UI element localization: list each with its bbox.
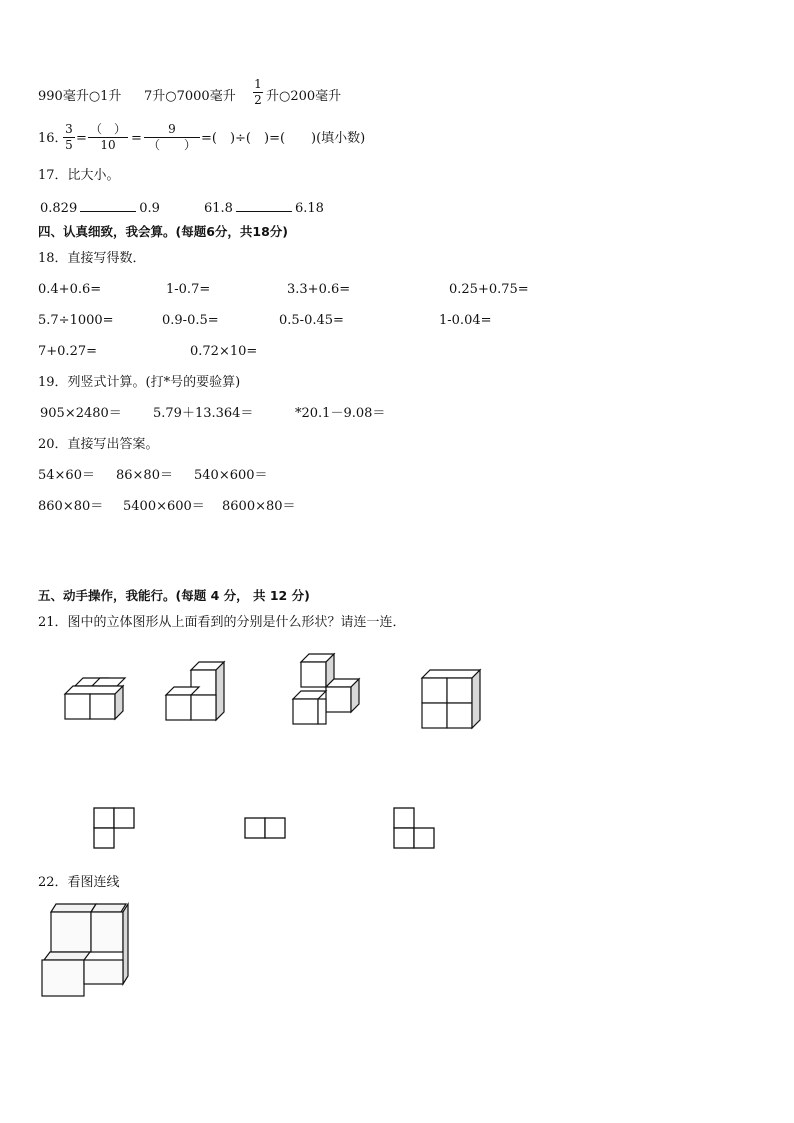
q21-option-3[interactable] — [394, 808, 434, 848]
q22-title: 22．看图连线 — [38, 875, 120, 890]
q17-title: 17．比大小。 — [38, 168, 120, 183]
q21-title: 21．图中的立体图形从上面看到的分别是什么形状？请连一连． — [38, 615, 406, 630]
q21-option-2[interactable] — [245, 818, 285, 838]
q15-item-3: 升○200毫升 — [266, 89, 342, 104]
q18-r1-c2: 1-0.7= — [166, 282, 211, 297]
q17-b-right: 6.18 — [294, 201, 324, 216]
q16-tail: =( )÷( )=( )(填小数) — [201, 131, 366, 146]
q22-figure — [36, 898, 156, 1003]
q17-a-blank[interactable] — [80, 199, 136, 212]
q15-fraction — [253, 78, 263, 107]
q18-r2-c4: 1-0.04= — [439, 313, 492, 328]
q18-r2-c2: 0.9-0.5= — [162, 313, 219, 328]
q19-item-2: 5.79＋13.364＝ — [153, 406, 254, 421]
q21-figures — [0, 640, 794, 900]
q16-fraction-2: （ ） 10 — [89, 122, 126, 152]
q16-equals-1: = — [76, 131, 87, 146]
q18-r3-c2: 0.72×10= — [190, 344, 258, 359]
q21-solid-4 — [422, 670, 480, 728]
q20-r2-c1: 860×80＝ — [38, 499, 104, 514]
q18-r3-c1: 7+0.27= — [38, 344, 98, 359]
q15-frac-num: 1 — [254, 77, 262, 91]
q17-b-blank[interactable] — [236, 199, 292, 212]
q20-r1-c2: 86×80＝ — [116, 468, 173, 483]
q18-title: 18．直接写得数． — [38, 251, 146, 266]
q16-number: 16． — [38, 131, 68, 146]
q19-item-1: 905×2480＝ — [40, 406, 122, 421]
q21-option-1[interactable] — [94, 808, 134, 848]
q17-b-left: 61.8 — [204, 201, 233, 216]
section-4-heading: 四、认真细致，我会算。(每题6分，共18分) — [38, 224, 289, 239]
q15-frac-den: 2 — [254, 93, 262, 107]
q17-compare-b — [204, 199, 324, 217]
q20-r2-c3: 8600×80＝ — [222, 499, 296, 514]
q18-r1-c3: 3.3+0.6= — [287, 282, 351, 297]
q16-fraction-3: 9 （ ） — [144, 123, 200, 152]
q16-fraction-1: 3 5 — [63, 123, 75, 152]
q20-r1-c1: 54×60＝ — [38, 468, 95, 483]
q22-solid — [42, 904, 128, 996]
q17-a-left: 0.829 — [40, 201, 78, 216]
q15-item-1: 990毫升○1升 — [38, 89, 122, 104]
q20-r2-c2: 5400×600＝ — [123, 499, 205, 514]
section-5-heading: 五、动手操作，我能行。(每题 4 分， 共 12 分) — [38, 588, 310, 603]
q18-r1-c4: 0.25+0.75= — [449, 282, 529, 297]
q21-solid-1 — [65, 678, 125, 719]
q17-compare-a — [40, 199, 160, 217]
q21-solid-3 — [293, 654, 359, 724]
q17-a-right: 0.9 — [139, 201, 160, 216]
q19-title: 19．列竖式计算。(打*号的要验算) — [38, 375, 241, 390]
q18-r2-c3: 0.5-0.45= — [279, 313, 344, 328]
q18-r2-c1: 5.7÷1000= — [38, 313, 114, 328]
q16-equals-2: = — [131, 131, 142, 146]
q18-r1-c1: 0.4+0.6= — [38, 282, 102, 297]
q21-solid-2 — [166, 662, 224, 720]
q15-item-2: 7升○7000毫升 — [144, 89, 236, 104]
q19-item-3: *20.1－9.08＝ — [295, 406, 386, 421]
q20-title: 20．直接写出答案。 — [38, 437, 159, 452]
q20-r1-c3: 540×600＝ — [194, 468, 268, 483]
